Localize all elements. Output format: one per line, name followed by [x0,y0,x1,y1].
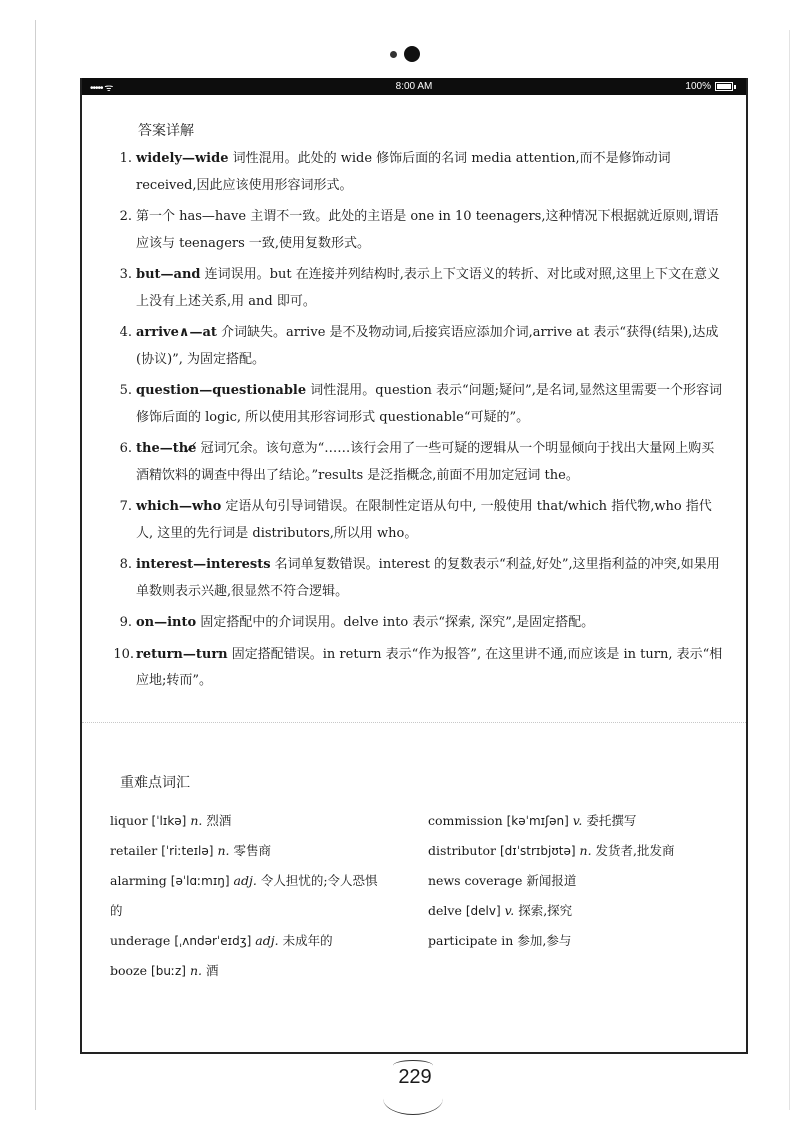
vocab-entry: liquor [ˈlɪkə] n. 烈酒 [110,813,232,828]
answers-section-title: 答案详解 [138,123,194,139]
answer-item: 6. the—the̸ 冠词冗余。该句意为“……该行会用了一些可疑的逻辑从一个明显倾向于找出大量网上购买酒精饮料的调查中得出了结论。”results 是泛指概念,前面不用加定冠词 the。 [119,441,715,483]
answer-item: 5. question—questionable 词性混用。question 表示“问题;疑问”,是名词,显然这里需要一个形容词修饰后面的 logic, 所以使用其形容词形式 questionable“可疑的”。 [119,383,722,425]
margin-line-right [789,30,790,1110]
section-divider [82,722,746,723]
status-bar [82,78,746,95]
answer-item: 9. on—into 固定搭配中的介词误用。delve into 表示“探索, 深究”,是固定搭配。 [119,615,595,630]
vocab-entry: distributor [dɪˈstrɪbjʊtə] n. 发货者,批发商 [428,843,675,858]
answer-item: 3. but—and 连词误用。but 在连接并列结构时,表示上下文语义的转折、对比或对照,这里上下文在意义上没有上述关系,用 and 即可。 [119,267,720,309]
answer-item: 4. arrive∧—at 介词缺失。arrive 是不及物动词,后接宾语应添加介词,arrive at 表示“获得(结果),达成(协议)”, 为固定搭配。 [119,325,719,367]
vocab-entry: underage [ˌʌndərˈeɪdʒ] adj. 未成年的 [110,933,333,948]
vocab-column-left [110,806,420,986]
margin-line [35,20,36,1110]
vocab-section-title: 重难点词汇 [120,775,190,791]
battery-percent: 100% [685,81,711,92]
answer-item: 7. which—who 定语从句引导词错误。在限制性定语从句中, 一般使用 that/which 指代物,who 指代人, 这里的先行词是 distributors,所以用 who。 [119,499,712,541]
signal-indicator: ••••• ᯤ [90,83,113,94]
page-number: 229 [398,1066,432,1088]
vocab-entry: retailer [ˈriːteɪlə] n. 零售商 [110,843,271,858]
device-frame [80,78,748,1054]
vocab-entry: delve [delv] v. 探索,探究 [428,903,573,918]
battery-indicator [685,81,736,92]
vocab-entry: commission [kəˈmɪʃən] v. 委托撰写 [428,813,637,828]
vocab-entry: news coverage 新闻报道 [428,873,577,888]
vocab-entry: alarming [əˈlɑːmɪŋ] adj. 令人担忧的;令人恐惧的 [110,873,378,918]
battery-icon [715,82,733,91]
answer-item: 1. widely—wide 词性混用。此处的 wide 修饰后面的名词 media attention,而不是修饰动词 received,因此应该使用形容词形式。 [119,151,671,193]
camera-icon [390,46,430,62]
answers-list [112,146,724,700]
status-time: 8:00 AM [395,81,433,92]
page-number-ornament-bottom [383,1082,443,1115]
vocab-entry: participate in 参加,参与 [428,933,572,948]
vocab-column-right [428,806,728,956]
vocab-entry: booze [buːz] n. 酒 [110,963,219,978]
answer-item: 10. return—turn 固定搭配错误。in return 表示“作为报答”, 在这里讲不通,而应该是 in turn, 表示“相应地;转而”。 [113,646,723,688]
answer-item: 8. interest—interests 名词单复数错误。interest 的复数表示“利益,好处”,这里指利益的冲突,如果用单数则表示兴趣,很显然不符合逻辑。 [119,557,720,599]
answer-item: 2. 第一个 has—have 主谓不一致。此处的主语是 one in 10 teenagers,这种情况下根据就近原则,谓语应该与 teenagers 一致,使用复数形式。 [119,209,719,251]
